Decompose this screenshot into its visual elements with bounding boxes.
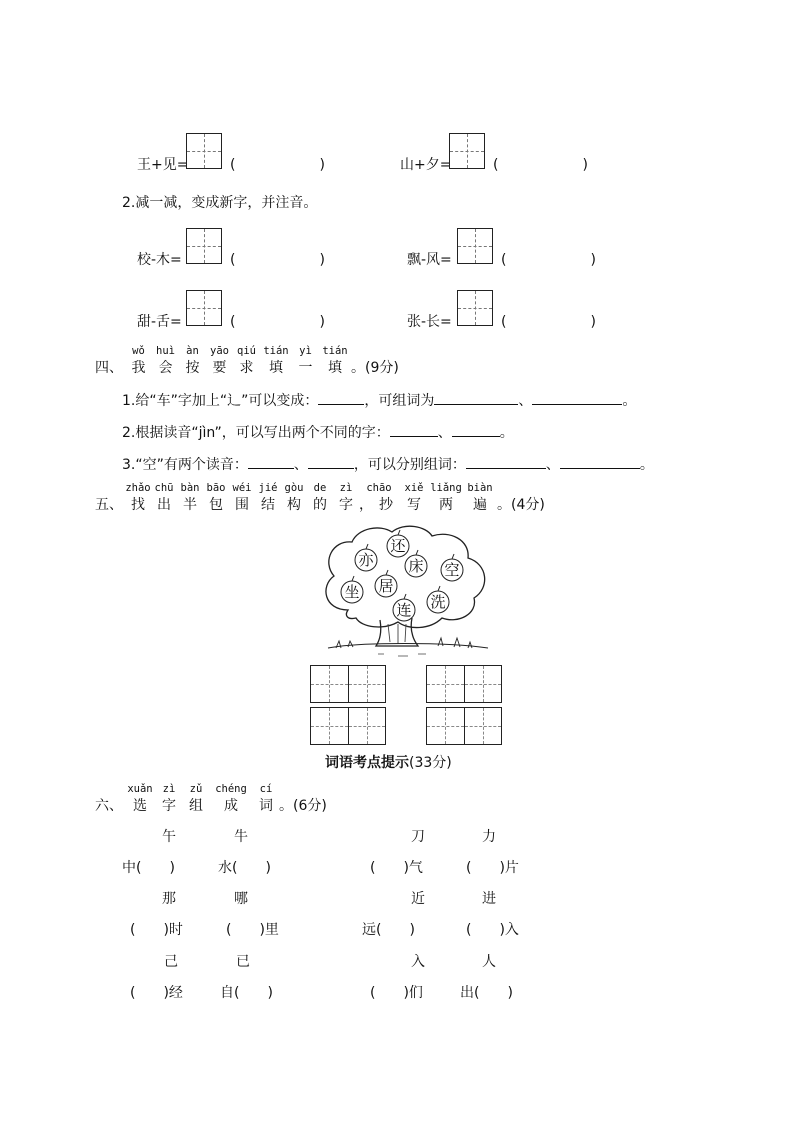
pinyin: tián: [263, 345, 289, 357]
pinyin: tián: [322, 345, 348, 357]
apple-4: [441, 554, 463, 581]
pinyin: gòu: [284, 482, 304, 494]
pinyin: zì: [162, 783, 176, 795]
apple-7: [393, 594, 415, 621]
question-4-3: [122, 454, 654, 474]
pinyin: bāo: [206, 482, 226, 494]
pinyin: liǎng: [430, 482, 462, 494]
fill-word[interactable]: ( )们: [370, 985, 423, 1001]
answer-blank[interactable]: [532, 390, 622, 405]
writing-grid[interactable]: [426, 665, 502, 703]
fill-word[interactable]: ( )气: [370, 860, 423, 876]
section-score: 。(6分): [279, 798, 327, 814]
option-char: 人: [482, 954, 496, 970]
question-text: ，可组词为: [364, 393, 435, 409]
char-box[interactable]: [457, 228, 493, 264]
pinyin: yāo: [210, 345, 229, 357]
answer-blank[interactable]: [308, 454, 354, 469]
heading-char: 写: [407, 497, 421, 513]
apple-char: 坐: [344, 583, 360, 601]
ground-marks: [378, 654, 426, 656]
char-box[interactable]: [457, 290, 493, 326]
pinyin: biàn: [467, 482, 493, 494]
heading-char: 字: [339, 497, 353, 513]
heading-char: 字: [162, 798, 176, 814]
fill-word[interactable]: ( )片: [466, 860, 519, 876]
apple-3: [405, 550, 427, 577]
answer-blank[interactable]: [434, 390, 518, 405]
pinyin: chéng: [215, 783, 247, 795]
combine-expr-2: 山+夕=: [400, 157, 452, 173]
heading-char: 两: [439, 497, 453, 513]
answer-blank[interactable]: [452, 422, 500, 437]
question-text: 。: [639, 457, 654, 473]
option-char: 进: [482, 891, 496, 907]
heading-char: 结: [261, 497, 275, 513]
apple-char: 空: [444, 561, 460, 579]
question-text: 3.“空”有两个读音：: [122, 457, 248, 473]
section-6-heading: [95, 783, 327, 815]
heading-char: 组: [189, 798, 203, 814]
fill-word[interactable]: 水( ): [218, 860, 271, 876]
option-char: 已: [236, 954, 250, 970]
pinyin: zì: [339, 482, 353, 494]
pinyin: xuǎn: [127, 783, 153, 795]
heading-char: 选: [133, 798, 147, 814]
heading-char: 填: [328, 360, 342, 376]
question-text: 。: [622, 393, 637, 409]
punctuation: ，: [359, 497, 373, 513]
fill-word[interactable]: 远( ): [362, 922, 415, 938]
pinyin: de: [313, 482, 327, 494]
apple-2: [387, 530, 409, 557]
pinyin: qiú: [237, 345, 256, 357]
answer-blank[interactable]: [318, 390, 364, 405]
option-char: 那: [162, 891, 176, 907]
question-title: 2.减一减，变成新字，并注音。: [122, 195, 318, 211]
tree-illustration: [318, 524, 494, 660]
section-4-heading: [95, 345, 399, 377]
subtract-expr-2: 飘-风=: [407, 252, 452, 268]
subtract-expr-4: 张-长=: [407, 314, 452, 330]
heading-char: 构: [287, 497, 301, 513]
char-box[interactable]: [449, 133, 485, 169]
heading-char: 一: [298, 360, 313, 376]
apple-char: 亦: [358, 551, 374, 569]
pinyin: cí: [259, 783, 273, 795]
question-4-2: [122, 422, 514, 442]
option-char: 午: [162, 829, 176, 845]
trunk-lines: [388, 624, 406, 644]
pinyin: wéi: [232, 482, 252, 494]
heading-char: 包: [209, 497, 223, 513]
section-number: 五、: [95, 497, 123, 513]
apple-char: 洗: [430, 593, 446, 611]
apple-6: [375, 570, 397, 597]
fill-word[interactable]: ( )经: [130, 985, 183, 1001]
pinyin: àn: [186, 345, 199, 357]
answer-blank[interactable]: [560, 454, 640, 469]
heading-char: 求: [239, 360, 254, 376]
answer-blank[interactable]: [466, 454, 546, 469]
question-text: 。: [499, 425, 514, 441]
section-number: 六、: [95, 798, 123, 814]
heading-char: 围: [235, 497, 249, 513]
apple-char: 床: [408, 557, 424, 575]
question-text: 1.给“车”字加上“辶”可以变成：: [122, 393, 319, 409]
pinyin: huì: [156, 345, 175, 357]
fill-word[interactable]: 出( ): [460, 985, 513, 1001]
answer-paren[interactable]: ( ): [230, 157, 325, 173]
fill-word[interactable]: ( )里: [226, 922, 279, 938]
answer-paren[interactable]: ( ): [493, 157, 588, 173]
pinyin: bàn: [180, 482, 200, 494]
question-text: 、: [518, 393, 533, 409]
option-char: 哪: [234, 891, 248, 907]
char-box[interactable]: [186, 133, 222, 169]
question-4-1: [122, 390, 636, 410]
answer-paren[interactable]: ( ): [501, 314, 596, 330]
question-text: 2.根据读音“jìn”，可以写出两个不同的字：: [122, 425, 390, 441]
heading-char: 遍: [473, 497, 487, 513]
answer-paren[interactable]: ( ): [230, 314, 325, 330]
apple-char: 还: [390, 537, 406, 555]
option-char: 入: [411, 954, 425, 970]
heading-char: 出: [157, 497, 171, 513]
answer-paren[interactable]: ( ): [230, 252, 325, 268]
fill-word[interactable]: ( )时: [130, 922, 183, 938]
char-box[interactable]: [186, 290, 222, 326]
option-char: 刀: [411, 829, 425, 845]
heading-char: 按: [185, 360, 200, 376]
apple-char: 居: [378, 577, 394, 595]
option-char: 近: [411, 891, 425, 907]
writing-grid[interactable]: [310, 665, 386, 703]
pinyin: zhǎo: [125, 482, 151, 494]
pinyin: wǒ: [132, 345, 145, 357]
answer-blank[interactable]: [248, 454, 294, 469]
option-char: 牛: [234, 829, 248, 845]
option-char: 力: [482, 829, 496, 845]
vocab-title: 词语考点提示: [325, 755, 409, 771]
heading-char: 的: [313, 497, 327, 513]
question-text: 、: [437, 425, 452, 441]
writing-grid[interactable]: [310, 707, 386, 745]
heading-char: 我: [131, 360, 146, 376]
vocab-score: (33分): [409, 755, 452, 771]
fill-word[interactable]: 中( ): [122, 860, 175, 876]
question-text: ，可以分别组词：: [353, 457, 466, 473]
writing-grid[interactable]: [426, 707, 502, 745]
pinyin: jié: [258, 482, 278, 494]
heading-char: 找: [131, 497, 145, 513]
heading-char: 填: [269, 360, 283, 376]
heading-char: 抄: [379, 497, 393, 513]
subtract-expr-1: 校-木=: [137, 252, 182, 268]
fill-word[interactable]: ( )入: [466, 922, 519, 938]
pinyin: chāo: [366, 482, 392, 494]
apple-8: [427, 586, 449, 613]
question-text: 、: [293, 457, 308, 473]
section-number: 四、: [95, 360, 123, 376]
vocab-section-header: [325, 754, 452, 772]
char-box[interactable]: [186, 228, 222, 264]
pinyin: chū: [154, 482, 174, 494]
section-score: 。(4分): [497, 497, 545, 513]
heading-char: 半: [183, 497, 197, 513]
section-score: 。(9分): [351, 360, 399, 376]
heading-char: 词: [259, 798, 273, 814]
option-char: 己: [164, 954, 178, 970]
heading-char: 成: [224, 798, 238, 814]
combine-expr-1: 王+见=: [137, 157, 189, 173]
answer-paren[interactable]: ( ): [501, 252, 596, 268]
pinyin: yì: [299, 345, 312, 357]
heading-char: 要: [212, 360, 227, 376]
section-5-heading: [95, 482, 545, 514]
pinyin: xiě: [404, 482, 424, 494]
question-text: 、: [545, 457, 560, 473]
heading-char: 会: [158, 360, 173, 376]
subtract-expr-3: 甜-舌=: [137, 314, 182, 330]
apple-char: 连: [396, 601, 412, 619]
apple-1: [355, 544, 377, 571]
pinyin: zǔ: [189, 783, 203, 795]
answer-blank[interactable]: [390, 422, 438, 437]
fill-word[interactable]: 自( ): [220, 985, 273, 1001]
apple-5: [341, 576, 363, 603]
